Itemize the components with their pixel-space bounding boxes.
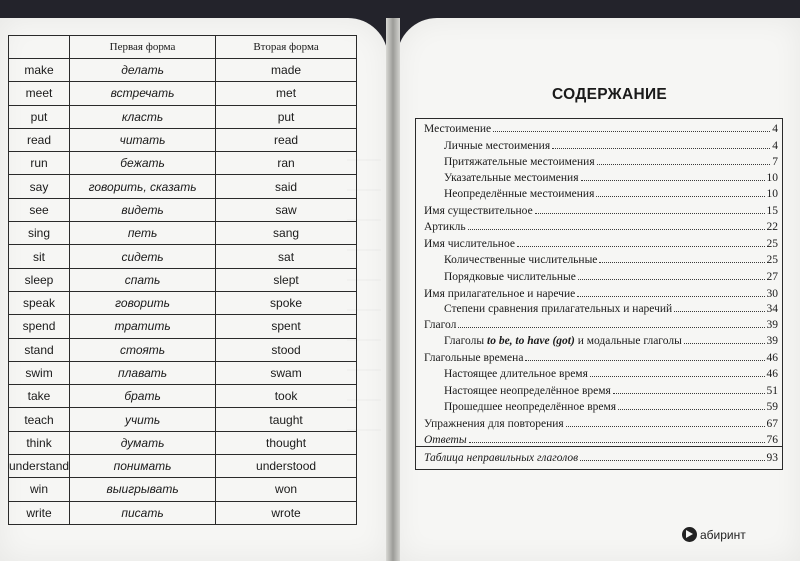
table-row — [9, 315, 357, 338]
verb-cell: meet — [9, 82, 70, 105]
verb-cell: stand — [9, 338, 70, 361]
contents-entry-title: Настоящее неопределённое время — [444, 385, 611, 397]
past-form-cell: saw — [216, 198, 357, 221]
translation-cell: класть — [70, 105, 216, 128]
contents-entry-page: 34 — [766, 303, 778, 315]
table-row — [9, 245, 357, 268]
table-header-row — [9, 36, 357, 59]
verb-cell: take — [9, 385, 70, 408]
table-row — [9, 82, 357, 105]
contents-separator — [415, 446, 783, 447]
labirint-logo-text: абиринт — [700, 527, 746, 542]
contents-entry — [444, 172, 778, 188]
contents-title: СОДЕРЖАНИЕ — [552, 86, 668, 103]
contents-entry-title: Количественные числительные — [444, 254, 598, 266]
past-form-cell: spoke — [216, 291, 357, 314]
contents-entry — [424, 319, 778, 335]
contents-entry — [444, 188, 778, 204]
verb-cell: think — [9, 431, 70, 454]
header-cell-verb — [9, 36, 70, 59]
contents-entry — [444, 368, 778, 384]
verb-cell: read — [9, 128, 70, 151]
contents-entry-page: 27 — [766, 271, 778, 283]
contents-entry — [444, 335, 778, 351]
translation-cell: встречать — [70, 82, 216, 105]
contents-entry — [424, 205, 778, 221]
contents-entry-page: 46 — [766, 368, 778, 380]
translation-cell: петь — [70, 222, 216, 245]
contents-leader-dots — [580, 460, 764, 461]
translation-cell: делать — [70, 59, 216, 82]
contents-entry — [444, 401, 778, 417]
contents-entry-page: 25 — [766, 254, 778, 266]
past-form-cell: put — [216, 105, 357, 128]
contents-entry-title: Ответы — [424, 434, 467, 446]
contents-entry-page: 39 — [766, 335, 778, 347]
contents-leader-dots — [468, 229, 765, 230]
verb-cell: sleep — [9, 268, 70, 291]
translation-cell: бежать — [70, 152, 216, 175]
table-row — [9, 338, 357, 361]
contents-leader-dots — [618, 409, 764, 410]
contents-entry-page: 10 — [766, 188, 778, 200]
contents-entry-title: Имя числительное — [424, 238, 515, 250]
contents-leader-dots — [552, 148, 770, 149]
contents-entry — [444, 385, 778, 401]
contents-entry-title: Степени сравнения прилагательных и наречий — [444, 303, 673, 315]
past-form-cell: sang — [216, 222, 357, 245]
contents-entry-title-emphasis: to be, to have (got) — [487, 335, 575, 347]
labirint-logo — [682, 527, 746, 542]
contents-entry — [424, 288, 778, 304]
table-row — [9, 408, 357, 431]
translation-cell: тратить — [70, 315, 216, 338]
imprint-bleed-top — [470, 24, 670, 33]
contents-leader-dots — [613, 393, 765, 394]
contents-entry-title — [444, 335, 684, 347]
contents-entry-page: 93 — [766, 452, 778, 464]
contents-entry-page: 59 — [766, 401, 778, 413]
contents-entry-title: Имя прилагательное и наречие — [424, 288, 576, 300]
contents-leader-dots — [493, 131, 770, 132]
contents-leader-dots — [597, 164, 771, 165]
contents-entry-title: Порядковые числительные — [444, 271, 576, 283]
past-form-cell: met — [216, 82, 357, 105]
irregular-verbs-table — [8, 35, 357, 525]
contents-entry-title-part: Глаголы — [444, 335, 487, 347]
contents-leader-dots — [577, 296, 764, 297]
contents-leader-dots — [684, 343, 765, 344]
contents-leader-dots — [517, 246, 765, 247]
verb-cell: win — [9, 478, 70, 501]
contents-entry-page: 39 — [766, 319, 778, 331]
contents-leader-dots — [566, 426, 765, 427]
past-form-cell: stood — [216, 338, 357, 361]
contents-entry-title: Личные местоимения — [444, 140, 551, 152]
translation-cell: видеть — [70, 198, 216, 221]
past-form-cell: understood — [216, 455, 357, 478]
past-form-cell: wrote — [216, 501, 357, 524]
contents-entry-title: Глагольные времена — [424, 352, 524, 364]
table-row — [9, 268, 357, 291]
table-row — [9, 128, 357, 151]
contents-leader-dots — [458, 327, 764, 328]
contents-entry-title: Прошедшее неопределённое время — [444, 401, 617, 413]
past-form-cell: slept — [216, 268, 357, 291]
contents-leader-dots — [535, 213, 765, 214]
contents-leader-dots — [590, 376, 765, 377]
contents-leader-dots — [596, 196, 764, 197]
past-form-cell: taught — [216, 408, 357, 431]
book-spine — [386, 18, 400, 561]
header-cell-first-form: Первая форма — [70, 36, 216, 59]
table-row — [9, 478, 357, 501]
table-row — [9, 175, 357, 198]
contents-entry-page: 7 — [772, 156, 778, 168]
past-form-cell: thought — [216, 431, 357, 454]
contents-entry-title: Настоящее длительное время — [444, 368, 588, 380]
past-form-cell: ran — [216, 152, 357, 175]
table-row — [9, 105, 357, 128]
translation-cell: брать — [70, 385, 216, 408]
contents-entry — [444, 303, 778, 319]
table-row — [9, 198, 357, 221]
past-form-cell: swam — [216, 361, 357, 384]
contents-entry-title: Упражнения для повторения — [424, 418, 564, 430]
contents-entry — [424, 434, 778, 450]
translation-cell: думать — [70, 431, 216, 454]
labirint-logo-icon — [682, 527, 697, 542]
contents-entry-page: 46 — [766, 352, 778, 364]
past-form-cell: spent — [216, 315, 357, 338]
contents-entry — [424, 221, 778, 237]
contents-leader-dots — [525, 360, 764, 361]
past-form-cell: said — [216, 175, 357, 198]
verb-cell: speak — [9, 291, 70, 314]
table-row — [9, 385, 357, 408]
contents-entry-page: 22 — [766, 221, 778, 233]
translation-cell: говорить — [70, 291, 216, 314]
past-form-cell: won — [216, 478, 357, 501]
table-row — [9, 291, 357, 314]
contents-entry — [444, 271, 778, 287]
contents-leader-dots — [578, 279, 765, 280]
contents-entry-title: Притяжательные местоимения — [444, 156, 595, 168]
contents-entry-page: 67 — [766, 418, 778, 430]
contents-entry-title: Таблица неправильных глаголов — [424, 452, 579, 464]
contents-leader-dots — [674, 311, 764, 312]
contents-entry — [424, 452, 778, 468]
verb-cell: see — [9, 198, 70, 221]
past-form-cell: took — [216, 385, 357, 408]
table-row — [9, 431, 357, 454]
contents-entry-page: 10 — [766, 172, 778, 184]
translation-cell: говорить, сказать — [70, 175, 216, 198]
contents-leader-dots — [599, 262, 764, 263]
verb-cell: swim — [9, 361, 70, 384]
translation-cell: писать — [70, 501, 216, 524]
contents-entry-title-part: и модальные глаголы — [574, 335, 682, 347]
contents-entry — [424, 123, 778, 139]
verb-cell: make — [9, 59, 70, 82]
translation-cell: выигрывать — [70, 478, 216, 501]
contents-entry-page: 51 — [766, 385, 778, 397]
verb-cell: spend — [9, 315, 70, 338]
contents-entry-page: 15 — [766, 205, 778, 217]
verb-cell: write — [9, 501, 70, 524]
translation-cell: сидеть — [70, 245, 216, 268]
contents-entry-title: Указательные местоимения — [444, 172, 579, 184]
contents-entry-page: 4 — [772, 123, 778, 135]
header-cell-second-form: Вторая форма — [216, 36, 357, 59]
verb-cell: put — [9, 105, 70, 128]
contents-entry — [444, 156, 778, 172]
contents-entry-title: Имя существительное — [424, 205, 533, 217]
verb-cell: say — [9, 175, 70, 198]
table-row — [9, 455, 357, 478]
past-form-cell: sat — [216, 245, 357, 268]
contents-entry — [424, 238, 778, 254]
contents-entry-page: 4 — [772, 140, 778, 152]
table-row — [9, 222, 357, 245]
table-row — [9, 152, 357, 175]
table-row — [9, 59, 357, 82]
table-row — [9, 361, 357, 384]
contents-entry — [424, 352, 778, 368]
verb-cell: run — [9, 152, 70, 175]
contents-entry-title: Неопределённые местоимения — [444, 188, 595, 200]
table-body — [9, 59, 357, 525]
translation-cell: спать — [70, 268, 216, 291]
contents-entry — [444, 254, 778, 270]
translation-cell: учить — [70, 408, 216, 431]
contents-entry-page: 76 — [766, 434, 778, 446]
translation-cell: понимать — [70, 455, 216, 478]
contents-entry — [444, 140, 778, 156]
contents-leader-dots — [581, 180, 765, 181]
table-row — [9, 501, 357, 524]
translation-cell: стоять — [70, 338, 216, 361]
past-form-cell: read — [216, 128, 357, 151]
contents-entry — [424, 418, 778, 434]
contents-entry-title: Артикль — [424, 221, 466, 233]
verb-cell: understand — [9, 455, 70, 478]
contents-leader-dots — [469, 442, 765, 443]
past-form-cell: made — [216, 59, 357, 82]
verb-cell: sit — [9, 245, 70, 268]
contents-entry-title: Местоимение — [424, 123, 492, 135]
translation-cell: плавать — [70, 361, 216, 384]
contents-entry-title: Глагол — [424, 319, 457, 331]
verb-cell: teach — [9, 408, 70, 431]
translation-cell: читать — [70, 128, 216, 151]
verb-cell: sing — [9, 222, 70, 245]
contents-entry-page: 25 — [766, 238, 778, 250]
contents-entry-page: 30 — [766, 288, 778, 300]
